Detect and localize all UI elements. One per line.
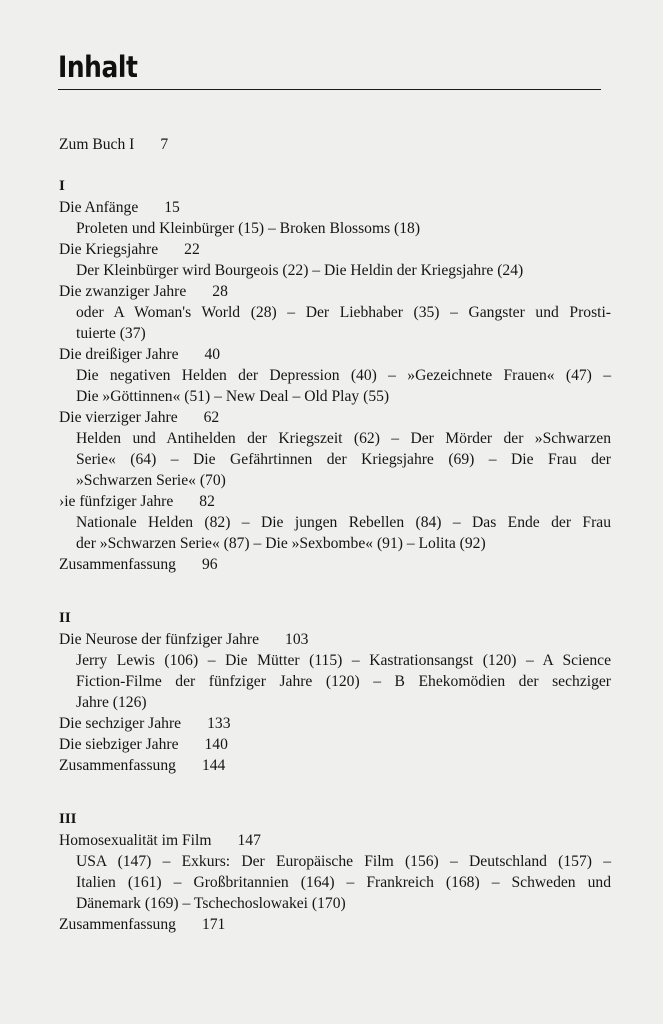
toc-part [59, 608, 611, 776]
entry-page: 22 [184, 241, 200, 258]
entry-page: 96 [201, 556, 218, 573]
entry-detail-line: der »Schwarzen Serie« (87) – Die »Sexbombe« (91) – Lolita (92) [76, 535, 486, 552]
part-numeral: II [59, 610, 71, 626]
entry-label: Die Anfänge [59, 199, 139, 216]
entry-label: Die Kriegsjahre [59, 241, 159, 258]
toc-entry [59, 713, 611, 734]
entry-page: 40 [204, 346, 221, 363]
toc-entry [59, 491, 611, 512]
entry-detail-line: Fiction-Filme der fünfziger Jahre (120) – B Ehekomödien der sechziger [76, 673, 611, 690]
entry-detail-line: Nationale Helden (82) – Die jungen Rebellen (84) – Das Ende der Frau [76, 514, 611, 531]
entry-detail-line: Jahre (126) [76, 694, 147, 711]
entry-page: 7 [160, 136, 169, 153]
part-numeral: I [59, 178, 65, 194]
entry-page: 140 [204, 736, 228, 753]
entry-detail-line: tuierte (37) [76, 325, 146, 342]
entry-label: Die sechziger Jahre [59, 715, 182, 732]
entry-page: 147 [237, 832, 261, 849]
entry-label: Die zwanziger Jahre [59, 283, 187, 300]
entry-label: Die siebziger Jahre [59, 736, 179, 753]
entry-label: Die vierziger Jahre [59, 409, 178, 426]
entry-detail-line: Dänemark (169) – Tschechoslowakei (170) [76, 895, 346, 912]
entry-page: 133 [207, 715, 231, 732]
entry-detail-line: USA (147) – Exkurs: Der Europäische Film (156) – Deutschland (157) – [76, 853, 611, 870]
toc-entry [59, 281, 611, 302]
entry-detail-line: Die »Göttinnen« (51) – New Deal – Old Play (55) [76, 388, 390, 405]
entry-detail-line: »Schwarzen Serie« (70) [76, 472, 226, 489]
toc-entry [59, 734, 611, 755]
entry-detail-line: oder A Woman's World (28) – Der Liebhaber (35) – Gangster und Prosti- [76, 304, 611, 321]
toc-entry-intro [59, 134, 611, 155]
toc-entry [59, 830, 611, 851]
toc-part [59, 809, 611, 935]
toc-entry [59, 629, 611, 650]
toc-entry [59, 239, 611, 260]
entry-label: Homosexualität im Film [59, 832, 212, 849]
entry-detail-line: Der Kleinbürger wird Bourgeois (22) – Die Heldin der Kriegsjahre (24) [76, 262, 524, 279]
entry-detail-line: Proleten und Kleinbürger (15) – Broken Blossoms (18) [76, 220, 421, 237]
toc-entry [59, 344, 611, 365]
entry-label: Die Neurose der fünfziger Jahre [59, 631, 260, 648]
entry-page: 103 [285, 631, 309, 648]
entry-page: 144 [201, 757, 226, 774]
part-numeral: III [59, 811, 77, 827]
entry-page: 82 [199, 493, 215, 510]
entry-label: Zusammenfassung [59, 757, 176, 774]
entry-detail-line: Serie« (64) – Die Gefährtinnen der Kriegsjahre (69) – Die Frau der [76, 451, 611, 468]
page-title: Inhalt [58, 50, 138, 84]
toc-parts [59, 176, 611, 935]
entry-page: 171 [201, 916, 226, 933]
entry-label: Zum Buch I [59, 136, 135, 153]
entry-label: ›ie fünfziger Jahre [59, 493, 174, 510]
toc-entry [59, 407, 611, 428]
entry-label: Zusammenfassung [59, 556, 176, 573]
toc-entry [59, 914, 611, 935]
entry-label: Zusammenfassung [59, 916, 176, 933]
entry-detail-line: Italien (161) – Großbritannien (164) – Frankreich (168) – Schweden und [76, 874, 611, 891]
entry-detail-line: Helden und Antihelden der Kriegszeit (62) – Der Mörder der »Schwarzen [76, 430, 611, 447]
toc-entry [59, 554, 611, 575]
entry-detail-line: Jerry Lewis (106) – Die Mütter (115) – Kastrationsangst (120) – A Science [76, 652, 611, 669]
toc-part [59, 176, 611, 575]
entry-page: 62 [203, 409, 220, 426]
toc-entry [59, 197, 611, 218]
entry-label: Die dreißiger Jahre [59, 346, 179, 363]
table-of-contents [59, 134, 611, 935]
entry-page: 28 [212, 283, 228, 300]
toc-entry [59, 755, 611, 776]
entry-detail-line: Die negativen Helden der Depression (40) – »Gezeichnete Frauen« (47) – [76, 367, 611, 384]
title-rule [58, 89, 601, 90]
entry-page: 15 [164, 199, 180, 216]
